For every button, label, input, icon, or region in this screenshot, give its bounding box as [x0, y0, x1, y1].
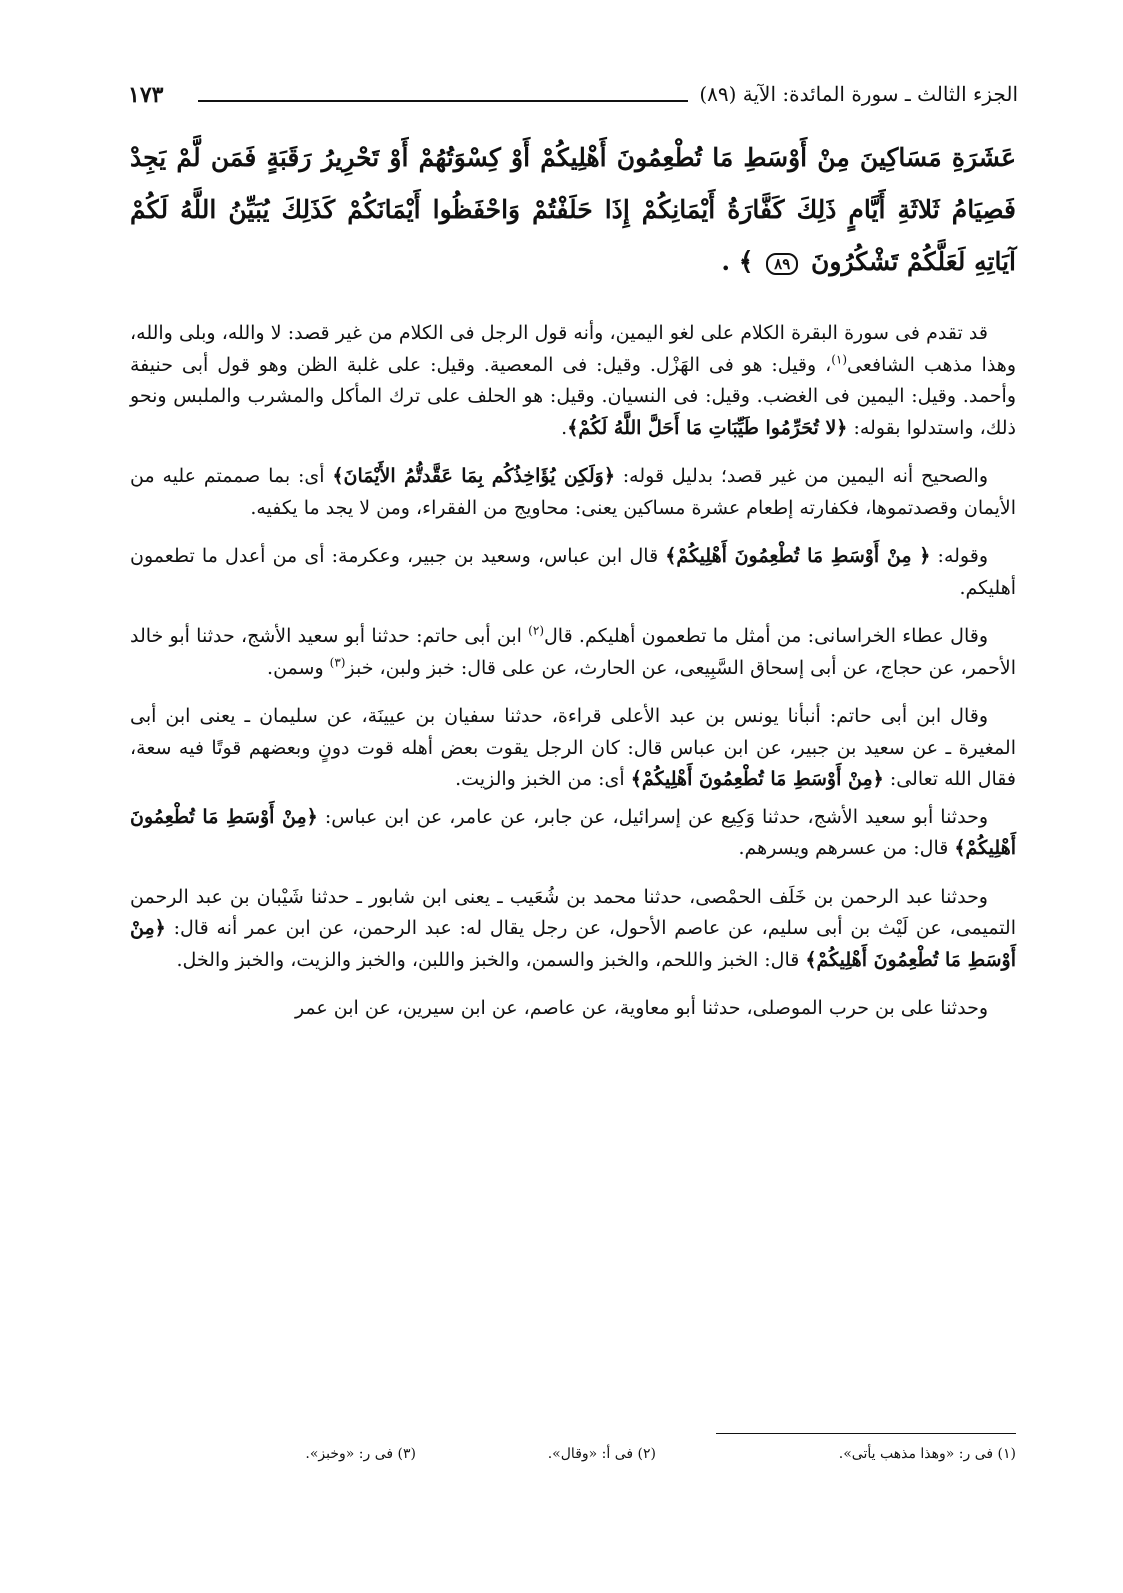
paragraph-6 [130, 802, 1016, 865]
footnote-2: (٢) فى أ: «وقال». [547, 1446, 656, 1462]
page-number: ١٧٣ [128, 82, 164, 108]
footnote-ref-3: (٣) [329, 655, 346, 670]
footnotes [160, 1446, 1016, 1476]
paragraph-text: ابن أبى حاتم: حدثنا أبو سعيد الأشج، حدثنا أبو خالد الأحمر، عن حجاج، عن أبى إسحاق السَّبِيعى، عن الحارث، عن على قال: خبز ولبن، خبز [130, 625, 1016, 679]
paragraph-text: أى: بما صممتم عليه من الأيمان وقصدتموها، فكفارته إطعام عشرة مساكين يعنى: محاويج من الفقراء، ومن لا يجد ما يكفيه. [130, 465, 1016, 519]
verse-number-mark: ٨٩ [766, 253, 798, 275]
paragraph-text: وحدثنا أبو سعيد الأشج، حدثنا وَكِيع عن إسرائيل، عن جابر، عن عامر، عن ابن عباس: [324, 805, 988, 828]
paragraph-text: . [561, 416, 568, 439]
commentary-body [130, 318, 1016, 1042]
paragraph-text: قال: من عسرهم ويسرهم. [738, 837, 949, 859]
paragraph-text: والصحيح أنه اليمين من غير قصد؛ بدليل قوله: [622, 465, 989, 487]
header-rule [198, 100, 688, 102]
quran-verse [130, 132, 1016, 288]
paragraph-text: وسمن. [267, 656, 330, 679]
footnote-ref-1: (١) [831, 352, 848, 367]
paragraph-text: ، وقيل: هو فى الهَزْل. وقيل: فى المعصية. وقيل: على غلبة الظن وهو قول أبى حنيفة وأحمد. وقيل: اليمين فى الغضب. وقيل: فى النسيان. وقيل: هو الحلف على ترك المأكل والمشرب والملبس ونحو ذلك، واستدلوا بقوله: [130, 353, 1016, 439]
paragraph-4 [130, 621, 1016, 684]
footnote-1: (١) فى ر: «وهذا مذهب يأتى». [838, 1446, 1016, 1462]
quran-quote: ﴿ مِنْ أَوْسَطِ مَا تُطْعِمُونَ أَهْلِيكُمْ﴾ [665, 545, 931, 567]
paragraph-text: وقال ابن أبى حاتم: أنبأنا يونس بن عبد الأعلى قراءة، حدثنا سفيان بن عيينَة، عن سليمان ـ يعنى ابن أبى المغيرة ـ عن سعيد بن جبير، عن ابن عباس قال: كان الرجل يقوت بعض أهله قوت دونٍ وبعضهم قوتًا فيه سعة، فقال الله تعالى: [130, 705, 1016, 790]
paragraph-7 [130, 882, 1016, 977]
quran-quote: ﴿مِنْ أَوْسَطِ مَا تُطْعِمُونَ أَهْلِيكُمْ﴾ [630, 768, 884, 790]
verse-closing-bracket: ﴾ . [721, 247, 754, 276]
paragraph-text: وحدثنا على بن حرب الموصلى، حدثنا أبو معاوية، عن عاصم، عن ابن سيرين، عن ابن عمر [294, 997, 988, 1019]
quran-quote: ﴿لا تُحَرِّمُوا طَيِّبَاتِ مَا أَحَلَّ اللَّهُ لَكُمْ﴾ [567, 416, 848, 439]
footnote-separator [716, 1433, 1016, 1434]
paragraph-5 [130, 701, 1016, 796]
paragraph-text: وحدثنا عبد الرحمن بن خَلَف الحمْصى، حدثنا محمد بن شُعَيب ـ يعنى ابن شابور ـ حدثنا شَيْبان بن عبد الرحمن التميمى، عن لَيْث بن أبى سليم، عن عاصم الأحول، عن رجل يقال له: عبد الرحمن، عن ابن عمر أنه قال: [130, 885, 1016, 939]
paragraph-text: أى: من الخبز والزيت. [455, 768, 625, 790]
quran-quote: ﴿مِنْ أَوْسَطِ مَا تُطْعِمُونَ أَهْلِيكُمْ﴾ [130, 805, 1016, 859]
page-header [128, 82, 1018, 122]
paragraph-3 [130, 541, 1016, 604]
paragraph-text: وقال عطاء الخراسانى: من أمثل ما تطعمون أهليكم. قال [544, 625, 988, 647]
paragraph-1 [130, 318, 1016, 444]
verse-text: عَشَرَةِ مَسَاكِينَ مِنْ أَوْسَطِ مَا تُطْعِمُونَ أَهْلِيكُمْ أَوْ كِسْوَتُهُمْ أَوْ تَحْرِيرُ رَقَبَةٍ فَمَن لَّمْ يَجِدْ فَصِيَامُ ثَلاثَةِ أَيَّامٍ ذَلِكَ كَفَّارَةُ أَيْمَانِكُمْ إِذَا حَلَفْتُمْ وَاحْفَظُوا أَيْمَانَكُمْ كَذَلِكَ يُبَيِّنُ اللَّهُ لَكُمْ آيَاتِهِ لَعَلَّكُمْ تَشْكُرُونَ [130, 143, 1016, 276]
quran-quote: ﴿وَلَكِن يُؤَاخِذُكُم بِمَا عَقَّدتُّمُ الأَيْمَانَ﴾ [332, 465, 615, 487]
footnote-3: (٣) فى ر: «وخبز». [305, 1446, 416, 1462]
paragraph-text: قد تقدم فى سورة البقرة الكلام على لغو اليمين، وأنه قول الرجل فى الكلام من غير قصد: لا والله، وبلى والله، وهذا مذهب الشافعى [130, 322, 1016, 376]
paragraph-text: قال: الخبز واللحم، والخبز والسمن، والخبز واللبن، والخبز والزيت، والخبز والخل. [176, 948, 800, 971]
paragraph-2 [130, 461, 1016, 524]
paragraph-text: قال ابن عباس، وسعيد بن جبير، وعكرمة: أى من أعدل ما تطعمون أهليكم. [130, 545, 1016, 599]
footnote-ref-2: (٢) [528, 623, 544, 638]
running-title: الجزء الثالث ـ سورة المائدة: الآية (٨٩) [689, 82, 1018, 106]
paragraph-8 [130, 993, 1016, 1025]
quran-quote: ﴿مِنْ أَوْسَطِ مَا تُطْعِمُونَ أَهْلِيكُمْ﴾ [130, 917, 1016, 971]
paragraph-text: وقوله: [937, 545, 988, 567]
